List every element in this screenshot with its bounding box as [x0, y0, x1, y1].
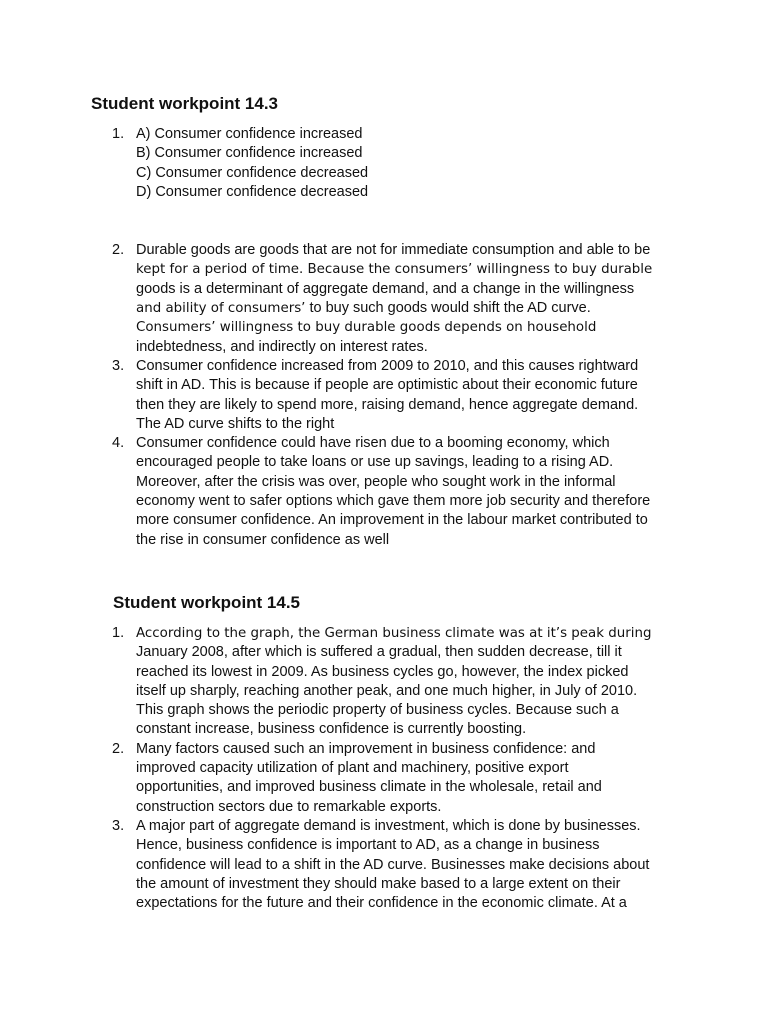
item-line: expectations for the future and their confidence in the economic climate. At a	[136, 895, 627, 912]
item-line: Hence, business confidence is important to AD, as a change in business	[136, 837, 600, 854]
item-number: 4.	[112, 435, 125, 452]
item-number: 3.	[112, 817, 125, 834]
answer-list	[112, 125, 712, 550]
list-item	[112, 624, 712, 740]
item-line: Consumers’ willingness to buy durable goods depends on household	[136, 320, 597, 336]
item-number: 1.	[112, 126, 125, 142]
section-title: Student workpoint 14.5	[113, 593, 301, 612]
item-line: shift in AD. This is because if people are optimistic about their economic future	[136, 377, 638, 394]
list-item	[112, 357, 712, 434]
item-line: Moreover, after the crisis was over, people who sought work in the informal	[136, 473, 616, 490]
item-line: D) Consumer confidence decreased	[136, 183, 369, 200]
item-line: the rise in consumer confidence as well	[136, 531, 390, 548]
item-line: itself up sharply, reaching another peak, and one much higher, in July of 2010.	[136, 682, 638, 699]
item-line: encouraged people to take loans or use up savings, leading to a rising AD.	[136, 454, 614, 471]
list-item	[112, 241, 712, 357]
item-line: reached its lowest in 2009. As business cycles go, however, the index picked	[136, 663, 629, 680]
item-line: goods is a determinant of aggregate demand, and a change in the willingness	[136, 280, 635, 297]
item-number: 1.	[112, 625, 125, 641]
item-number: 2.	[112, 740, 125, 757]
item-line: improved capacity utilization of plant and machinery, positive export	[136, 760, 569, 777]
item-line: A) Consumer confidence increased	[136, 126, 363, 142]
item-line: the amount of investment they should make based to a large extent on their	[136, 875, 621, 892]
item-line: C) Consumer confidence decreased	[136, 164, 369, 181]
item-line: A major part of aggregate demand is investment, which is done by businesses.	[136, 817, 641, 834]
item-line: This graph shows the periodic property of business cycles. Because such a	[136, 702, 619, 719]
item-line: construction sectors due to remarkable exports.	[136, 798, 442, 815]
item-line: indebtedness, and indirectly on interest rates.	[136, 338, 428, 355]
item-line: opportunities, and improved business climate in the wholesale, retail and	[136, 779, 602, 796]
item-line: confidence will lead to a shift in the AD curve. Businesses make decisions about	[136, 856, 650, 873]
item-line: then they are likely to spend more, raising demand, hence aggregate demand.	[136, 396, 639, 413]
item-line: According to the graph, the German business climate was at it’s peak during	[136, 626, 652, 641]
list-item	[112, 125, 712, 202]
item-line: economy went to safer options which gave them more job security and therefore	[136, 493, 651, 510]
section-title: Student workpoint 14.3	[91, 94, 279, 113]
list-item	[112, 434, 712, 550]
item-line-part: and ability of consumers’	[136, 301, 306, 317]
list-item	[112, 817, 712, 913]
item-line: kept for a period of time. Because the consumers’ willingness to buy durable	[136, 262, 653, 278]
item-line: Many factors caused such an improvement in business confidence: and	[136, 740, 596, 757]
item-line: more consumer confidence. An improvement in the labour market contributed to	[136, 512, 648, 529]
item-line-part: to buy such goods would shift the AD curve.	[305, 300, 591, 317]
item-number: 2.	[112, 242, 125, 259]
item-number: 3.	[112, 357, 125, 374]
item-line: B) Consumer confidence increased	[136, 145, 363, 162]
item-line: Durable goods are goods that are not for immediate consumption and able to be	[136, 242, 651, 259]
item-line-mixed	[136, 299, 712, 318]
answer-list	[112, 624, 712, 913]
item-line: constant increase, business confidence is currently boosting.	[136, 721, 527, 738]
list-item	[112, 740, 712, 817]
item-line: The AD curve shifts to the right	[136, 415, 335, 432]
item-line: Consumer confidence increased from 2009 to 2010, and this causes rightward	[136, 357, 639, 374]
item-line: January 2008, after which is suffered a gradual, then sudden decrease, till it	[136, 644, 622, 661]
item-line: Consumer confidence could have risen due to a booming economy, which	[136, 435, 610, 452]
